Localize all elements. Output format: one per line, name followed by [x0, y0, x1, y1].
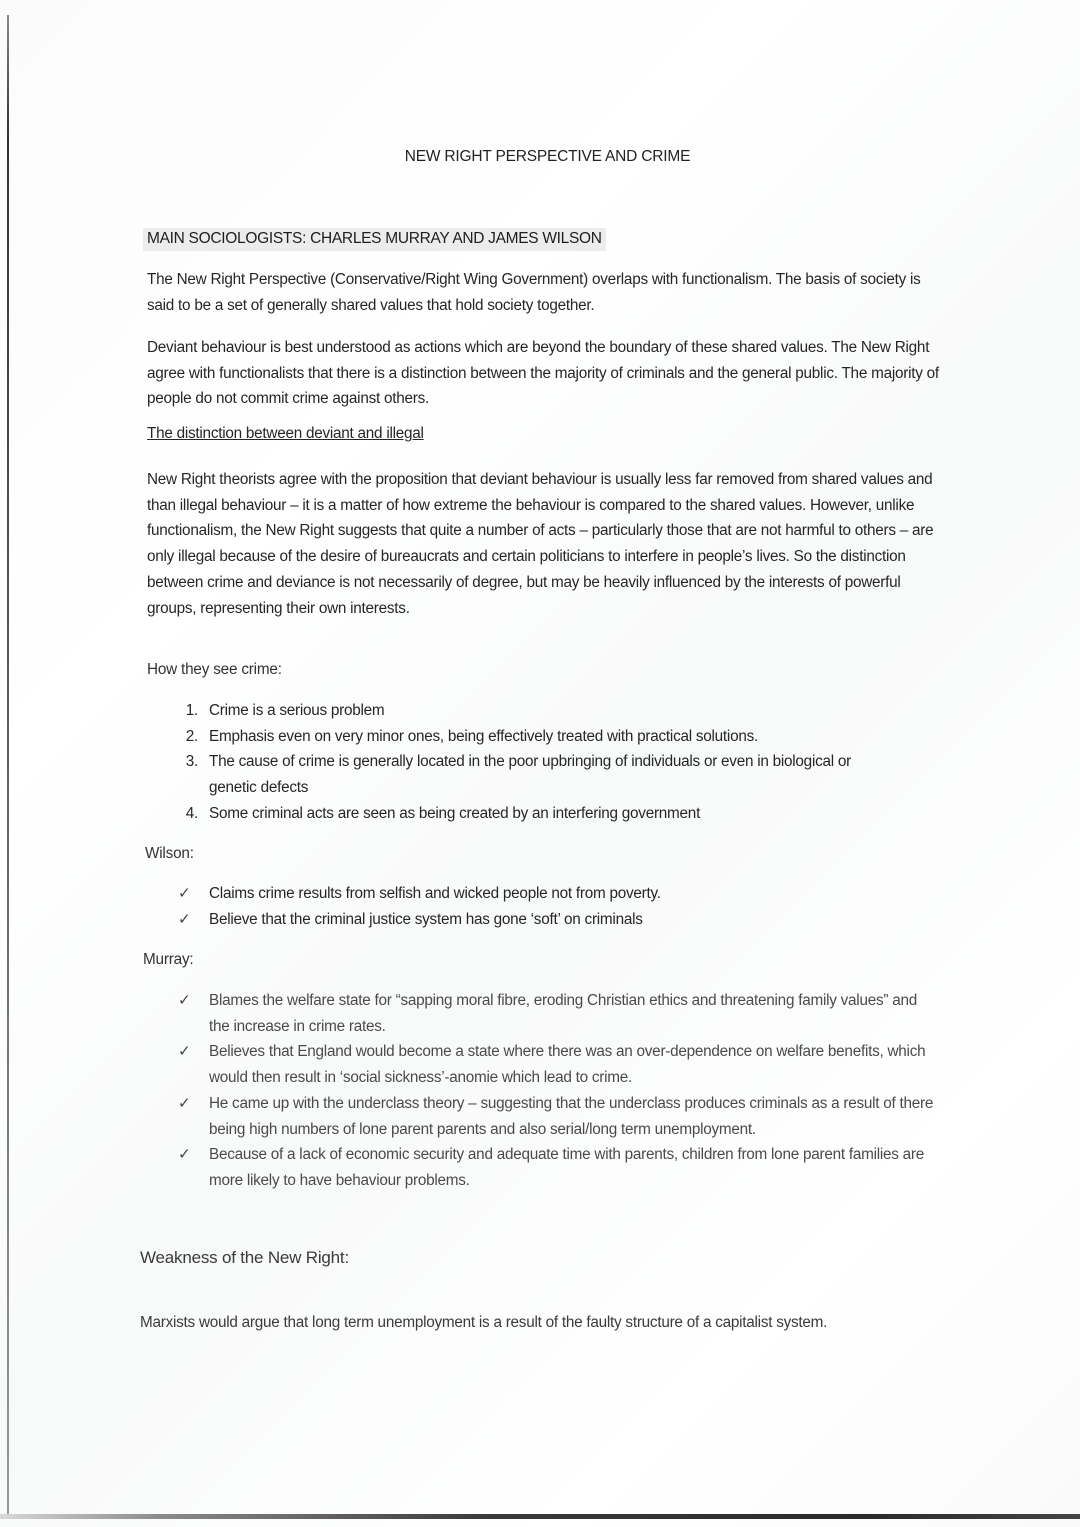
check-icon: ✓: [178, 885, 191, 902]
list-item: [176, 907, 896, 933]
list-item: [176, 1039, 936, 1090]
list-item: [176, 698, 896, 724]
main-sociologists-heading: MAIN SOCIOLOGISTS: CHARLES MURRAY AND JAMES WILSON: [143, 228, 606, 251]
list-item-text: He came up with the underclass theory – suggesting that the underclass produces criminals as a result of there being high numbers of lone parent parents and also serial/long term unemployment.: [209, 1094, 934, 1138]
wilson-list: [176, 881, 896, 932]
check-icon: ✓: [178, 1094, 191, 1112]
list-item-text: Emphasis even on very minor ones, being effectively treated with practical solutions.: [209, 727, 758, 745]
weakness-heading: Weakness of the New Right:: [140, 1248, 349, 1267]
list-item-text: Believe that the criminal justice system has gone ‘soft’ on criminals: [209, 910, 643, 928]
list-number: 1.: [185, 702, 198, 719]
list-item: [176, 801, 896, 827]
document-title: NEW RIGHT PERSPECTIVE AND CRIME: [404, 148, 691, 165]
murray-label: Murray:: [143, 951, 194, 968]
list-number: 3.: [185, 753, 198, 771]
list-item-text: The cause of crime is generally located in the poor upbringing of individuals or even in biological or genetic defects: [209, 753, 851, 797]
list-item: [176, 881, 896, 907]
list-item-text: Believes that England would become a state where there was an over-dependence on welfare benefits, which would then result in ‘social sickness’-anomie which lead to crime.: [209, 1043, 926, 1087]
check-icon: ✓: [178, 910, 191, 928]
check-icon: ✓: [178, 992, 191, 1009]
list-item-text: Claims crime results from selfish and wicked people not from poverty.: [209, 885, 661, 902]
list-item: [176, 988, 936, 1039]
check-icon: ✓: [178, 1043, 191, 1061]
list-item-text: Crime is a serious problem: [209, 702, 385, 719]
list-item-text: Blames the welfare state for “sapping moral fibre, eroding Christian ethics and threatening family values” and the increase in crime rates.: [209, 992, 917, 1035]
list-item-text: Because of a lack of economic security and adequate time with parents, children from lone parent families are more likely to have behaviour problems.: [209, 1146, 925, 1189]
weakness-paragraph: Marxists would argue that long term unemployment is a result of the faulty structure of a capitalist system.: [140, 1314, 828, 1331]
distinction-paragraph: New Right theorists agree with the proposition that deviant behaviour is usually less far removed from shared values and than illegal behaviour – it is a matter of how extreme the behaviour is compared to the shared values. However, unlike functionalism, the New Right suggests that quite a number of acts – particularly those that are not harmful to others – are only illegal because of the desire of bureaucrats and certain politicians to interfere in people’s lives. So the distinction between crime and deviance is not necessarily of degree, but may be heavily influenced by the interests of powerful groups, representing their own interests.: [147, 471, 934, 617]
intro-paragraph: The New Right Perspective (Conservative/Right Wing Government) overlaps with functionalism. The basis of society is said to be a set of generally shared values that hold society together.: [147, 271, 921, 314]
list-item: [176, 749, 896, 800]
list-number: 4.: [185, 804, 198, 822]
list-item: [176, 1091, 936, 1142]
how-they-see-crime-label: How they see crime:: [147, 661, 282, 678]
crime-view-list: [176, 698, 896, 827]
wilson-label: Wilson:: [145, 845, 194, 862]
list-item: [176, 1142, 936, 1193]
distinction-heading: The distinction between deviant and illegal: [147, 425, 424, 442]
list-item: [176, 724, 896, 750]
list-number: 2.: [185, 727, 198, 745]
deviance-paragraph: Deviant behaviour is best understood as actions which are beyond the boundary of these shared values. The New Right agree with functionalists that there is a distinction between the majority of criminals and the general public. The majority of people do not commit crime against others.: [147, 339, 939, 408]
murray-list: [176, 988, 936, 1194]
list-item-text: Some criminal acts are seen as being created by an interfering government: [209, 804, 701, 822]
check-icon: ✓: [178, 1146, 191, 1164]
